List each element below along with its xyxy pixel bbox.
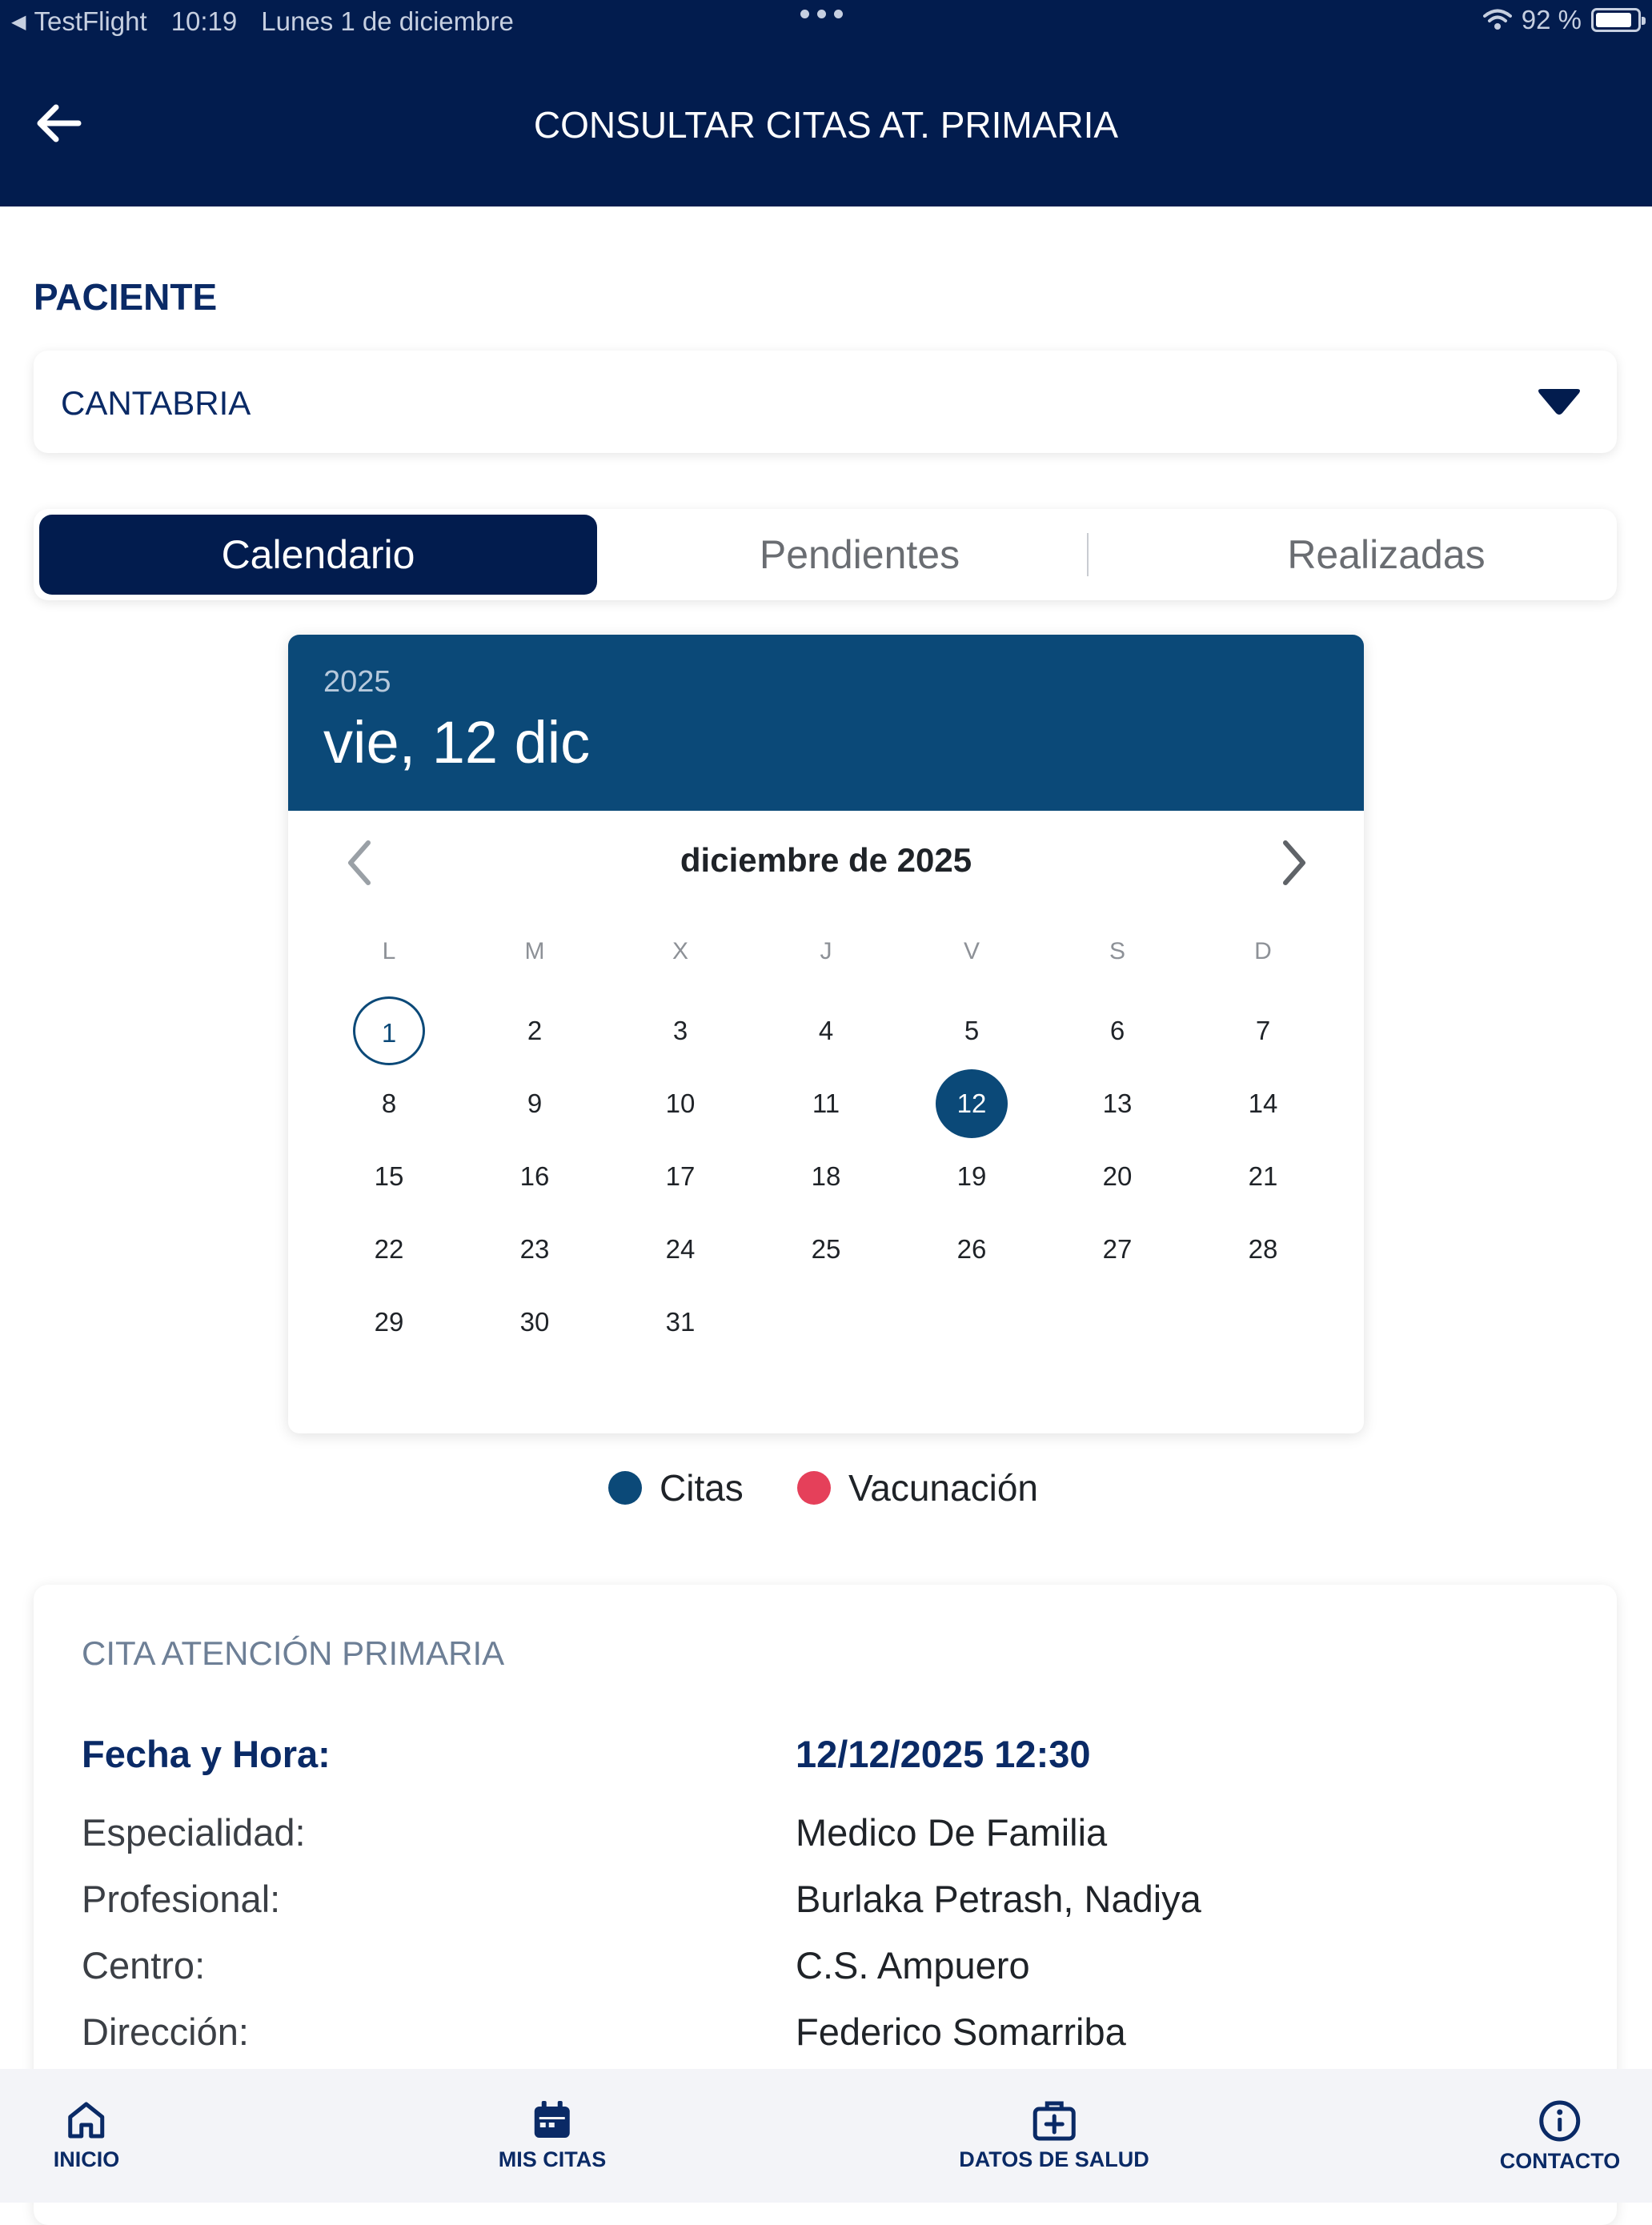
calendar-day[interactable]: 1: [353, 996, 425, 1065]
address-label: Dirección:: [82, 2011, 249, 2053]
medical-kit-icon: [1032, 2099, 1077, 2141]
caret-down-icon: [1537, 389, 1582, 416]
calendar-day[interactable]: 27: [1102, 1234, 1133, 1264]
nav-contacto[interactable]: [1500, 2099, 1621, 2174]
chevron-right-icon: [1269, 835, 1317, 891]
datetime-label: Fecha y Hora:: [82, 1733, 331, 1775]
vacunacion-dot-icon: [797, 1471, 831, 1505]
center-label: Centro:: [82, 1944, 206, 1986]
page-title: CONSULTAR CITAS AT. PRIMARIA: [533, 104, 1119, 146]
calendar-day[interactable]: 3: [672, 1016, 688, 1045]
wifi-icon: [1483, 9, 1512, 31]
calendar-icon: [531, 2099, 573, 2141]
view-tabs: [34, 509, 1617, 600]
citas-dot-icon: [608, 1471, 642, 1505]
calendar-day[interactable]: 6: [1109, 1016, 1125, 1045]
calendar-day[interactable]: 9: [527, 1088, 543, 1118]
status-right: [1483, 5, 1641, 35]
tab-divider: [1087, 533, 1089, 576]
legend-citas-label: Citas: [660, 1467, 744, 1509]
next-month-button[interactable]: [1269, 835, 1317, 891]
date-picker-header: [288, 635, 1364, 811]
battery-icon: [1591, 8, 1641, 32]
patient-dropdown-value: CANTABRIA: [61, 384, 251, 422]
calendar-day[interactable]: 23: [519, 1234, 550, 1264]
professional-label: Profesional:: [82, 1878, 281, 1920]
nav-contacto-label: CONTACTO: [1499, 2149, 1621, 2173]
month-label: diciembre de 2025: [680, 841, 972, 879]
calendar-day[interactable]: 19: [956, 1161, 987, 1191]
calendar-day[interactable]: 22: [374, 1234, 404, 1264]
calendar-day[interactable]: 5: [964, 1016, 980, 1045]
status-bar: [0, 0, 1652, 45]
calendar-day[interactable]: 2: [527, 1016, 543, 1045]
tab-realizadas[interactable]: Realizadas: [1287, 532, 1486, 577]
calendar-day[interactable]: 16: [519, 1161, 550, 1191]
calendar-day[interactable]: 31: [665, 1307, 696, 1337]
nav-datos-de-salud-label: DATOS DE SALUD: [959, 2147, 1149, 2171]
status-app-name[interactable]: TestFlight: [34, 6, 147, 36]
nav-inicio[interactable]: [54, 2099, 120, 2172]
center-value: C.S. Ampuero: [796, 1944, 1030, 1986]
weekday-header: M: [524, 938, 545, 964]
weekday-header: J: [820, 938, 832, 964]
status-date: Lunes 1 de diciembre: [261, 6, 514, 36]
calendar-day[interactable]: 26: [956, 1234, 987, 1264]
calendar-day[interactable]: 24: [665, 1234, 696, 1264]
patient-dropdown[interactable]: [34, 351, 1617, 453]
specialty-label: Especialidad:: [82, 1811, 306, 1854]
info-icon: [1538, 2099, 1582, 2143]
calendar-day[interactable]: 14: [1248, 1088, 1278, 1118]
datetime-value: 12/12/2025 12:30: [796, 1733, 1091, 1775]
calendar-day[interactable]: 29: [374, 1307, 404, 1337]
calendar-day[interactable]: 4: [818, 1016, 834, 1045]
nav-inicio-label: INICIO: [53, 2147, 120, 2171]
nav-mis-citas-label: MIS CITAS: [498, 2147, 607, 2171]
weekday-header: X: [672, 938, 688, 964]
nav-mis-citas[interactable]: [499, 2099, 607, 2172]
calendar-day[interactable]: 25: [811, 1234, 841, 1264]
weekday-header: V: [963, 938, 980, 964]
appointment-title: CITA ATENCIÓN PRIMARIA: [82, 1634, 505, 1672]
calendar-day[interactable]: 18: [811, 1161, 841, 1191]
bottom-navigation: [0, 2069, 1652, 2203]
battery-percent: 92 %: [1521, 5, 1582, 34]
calendar-day[interactable]: 10: [665, 1088, 696, 1118]
return-to-app-icon[interactable]: ◀: [11, 10, 26, 33]
tab-pendientes[interactable]: Pendientes: [759, 532, 960, 577]
calendar-day[interactable]: 21: [1248, 1161, 1278, 1191]
legend-citas: [608, 1466, 744, 1509]
nav-datos-de-salud[interactable]: [959, 2099, 1149, 2172]
calendar-day-selected[interactable]: 12: [936, 1069, 1008, 1138]
selected-year[interactable]: 2025: [323, 665, 391, 699]
calendar-day[interactable]: 20: [1102, 1161, 1133, 1191]
calendar-day[interactable]: 13: [1102, 1088, 1133, 1118]
calendar-day[interactable]: 30: [519, 1307, 550, 1337]
calendar-day[interactable]: 11: [812, 1088, 840, 1118]
professional-value: Burlaka Petrash, Nadiya: [796, 1878, 1201, 1920]
home-icon: [66, 2099, 107, 2141]
multitasking-dots-icon[interactable]: [800, 10, 843, 18]
selected-date: vie, 12 dic: [323, 709, 591, 776]
legend-vacunacion-label: Vacunación: [848, 1467, 1038, 1509]
calendar-day[interactable]: 17: [665, 1161, 696, 1191]
tab-calendario[interactable]: Calendario: [39, 515, 597, 595]
patient-label: PACIENTE: [34, 276, 218, 318]
calendar-day[interactable]: 8: [381, 1088, 397, 1118]
calendar-day[interactable]: 7: [1255, 1016, 1271, 1045]
specialty-value: Medico De Familia: [796, 1811, 1108, 1854]
calendar-day[interactable]: 15: [374, 1161, 404, 1191]
weekday-header: L: [382, 938, 396, 964]
weekday-header: S: [1109, 938, 1125, 964]
app-header: [0, 0, 1652, 206]
address-value: Federico Somarriba: [796, 2011, 1126, 2053]
legend-vacunacion: [797, 1466, 1038, 1509]
status-time: 10:19: [170, 6, 238, 36]
calendar-day[interactable]: 28: [1248, 1234, 1278, 1264]
weekday-header: D: [1254, 938, 1272, 964]
status-left: [11, 6, 538, 37]
